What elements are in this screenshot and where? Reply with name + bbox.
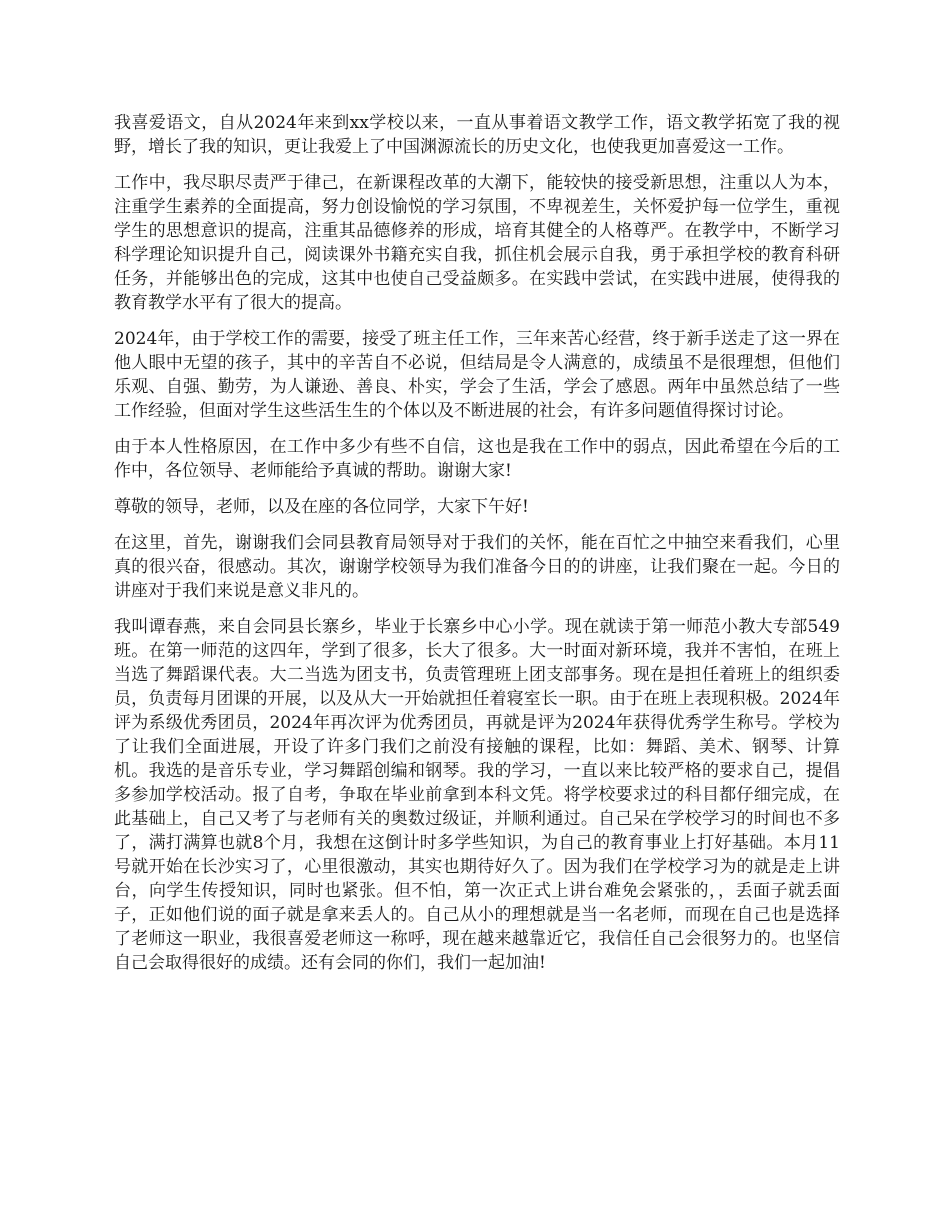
paragraph-1: 我喜爱语文，自从2024年来到xx学校以来，一直从事着语文教学工作，语文教学拓宽了我的视野，增长了我的知识，更让我爱上了中国渊源流长的历史文化，也使我更加喜爱这一工作。 bbox=[114, 113, 840, 157]
paragraph-7: 我叫谭春燕，来自会同县长寨乡，毕业于长寨乡中心小学。现在就读于第一师范小教大专部549班。在第一师范的这四年，学到了很多，长大了很多。大一时面对新环境，我并不害怕，在班上当选了舞蹈课代表。大二当选为团支书，负责管理班上团支部事务。现在是担任着班上的组织委员，负责每月团课的开展，以及从大一开始就担任着寝室长一职。由于在班上表现积极。2024年评为系级优秀团员，2024年再次评为优秀团员，再就是评为2024年获得优秀学生称号。学校为了让我们全面进展，开设了许多门我们之前没有接触的课程，比如：舞蹈、美术、钢琴、计算机。我选的是音乐专业，学习舞蹈创编和钢琴。我的学习，一直以来比较严格的要求自己，提倡多参加学校活动。报了自考，争取在毕业前拿到本科文凭。将学校要求过的科目都仔细完成，在此基础上，自己又考了与老师有关的奥数过级证，并顺利通过。自己呆在学校学习的时间也不多了，满打满算也就8个月，我想在这倒计时多学些知识，为自己的教育事业上打好基础。本月11号就开始在长沙实习了，心里很激动，其实也期待好久了。因为我们在学校学习为的就是走上讲台，向学生传授知识，同时也紧张。但不怕，第一次正式上讲台难免会紧张的，，丢面子就丢面子，正如他们说的面子就是拿来丢人的。自己从小的理想就是当一名老师，而现在自己也是选择了老师这一职业，我很喜爱老师这一称呼，现在越来越靠近它，我信任自己会很努力的。也坚信自己会取得很好的成绩。还有会同的你们，我们一起加油! bbox=[114, 617, 840, 973]
paragraph-6: 在这里，首先，谢谢我们会同县教育局领导对于我们的关怀，能在百忙之中抽空来看我们，心里真的很兴奋，很感动。其次，谢谢学校领导为我们准备今日的的讲座，让我们聚在一起。今日的讲座对于我们来说是意义非凡的。 bbox=[114, 533, 840, 601]
paragraph-4: 由于本人性格原因，在工作中多少有些不自信，这也是我在工作中的弱点，因此希望在今后的工作中，各位领导、老师能给予真诚的帮助。谢谢大家! bbox=[114, 437, 840, 481]
paragraph-5: 尊敬的领导，老师，以及在座的各位同学，大家下午好! bbox=[114, 497, 529, 517]
document-body bbox=[114, 111, 840, 987]
paragraph-2: 工作中，我尽职尽责严于律己，在新课程改革的大潮下，能较快的接受新思想，注重以人为本，注重学生素养的全面提高，努力创设愉悦的学习氛围，不卑视差生，关怀爱护每一位学生，重视学生的思想意识的提高，注重其品德修养的形成，培育其健全的人格尊严。在教学中，不断学习科学理论知识提升自己，阅读课外书籍充实自我，抓住机会展示自我，勇于承担学校的教育科研任务，并能够出色的完成，这其中也使自己受益颇多。在实践中尝试，在实践中进展，使得我的教育教学水平有了很大的提高。 bbox=[114, 173, 840, 313]
paragraph-3: 2024年，由于学校工作的需要，接受了班主任工作，三年来苦心经营，终于新手送走了这一界在他人眼中无望的孩子，其中的辛苦自不必说，但结局是令人满意的，成绩虽不是很理想，但他们乐观、自强、勤劳，为人谦逊、善良、朴实，学会了生活，学会了感恩。两年中虽然总结了一些工作经验，但面对学生这些活生生的个体以及不断进展的社会，有许多问题值得探讨讨论。 bbox=[114, 329, 840, 421]
